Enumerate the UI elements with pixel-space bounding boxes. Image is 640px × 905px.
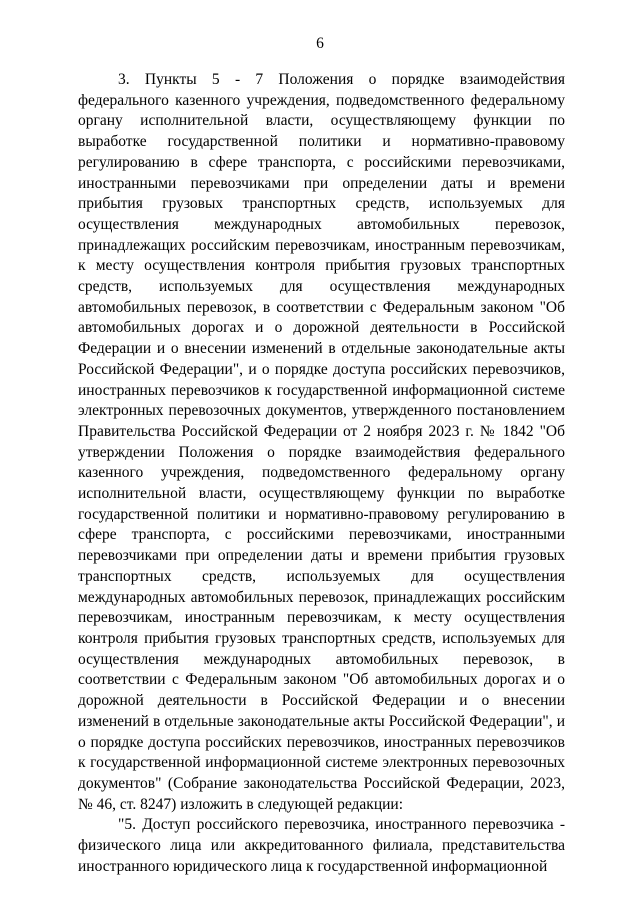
document-body xyxy=(78,70,565,877)
page-number: 6 xyxy=(316,35,324,52)
paragraph-new-item-5: "5. Доступ российского перевозчика, иностранного перевозчика - физического лица или аккредитованного филиала, представительства иностранного юридического лица к государственной информационной xyxy=(78,816,565,875)
paragraph-amendment-intro: 3. Пункты 5 - 7 Положения о порядке взаимодействия федерального казенного учреждения, подведомственного федеральному органу исполнительной власти, осуществляющему функции по выработке государственной политики и нормативно-правовому регулированию в сфере транспорта, с российскими перевозчиками, иностранными перевозчиками при определении даты и времени прибытия грузовых транспортных средств, используемых для осуществления международных автомобильных перевозок, принадлежащих российским перевозчикам, иностранным перевозчикам, к месту осуществления контроля прибытия грузовых транспортных средств, используемых для осуществления международных автомобильных перевозок, в соответствии с Федеральным законом "Об автомобильных дорогах и о дорожной деятельности в Российской Федерации и о внесении изменений в отдельные законодательные акты Российской Федерации", и о порядке доступа российских перевозчиков, иностранных перевозчиков к государственной информационной системе электронных перевозочных документов, утвержденного постановлением Правительства Российской Федерации от 2 ноября 2023 г. № 1842 "Об утверждении Положения о порядке взаимодействия федерального казенного учреждения, подведомственного федеральному органу исполнительной власти, осуществляющему функции по выработке государственной политики и нормативно-правовому регулированию в сфере транспорта, с российскими перевозчиками, иностранными перевозчиками при определении даты и времени прибытия грузовых транспортных средств, используемых для осуществления международных автомобильных перевозок, принадлежащих российским перевозчикам, иностранным перевозчикам, к месту осуществления контроля прибытия грузовых транспортных средств, используемых для осуществления международных автомобильных перевозок, в соответствии с Федеральным законом "Об автомобильных дорогах и о дорожной деятельности в Российской Федерации и о внесении изменений в отдельные законодательные акты Российской Федерации", и о порядке доступа российских перевозчиков, иностранных перевозчиков к государственной информационной системе электронных перевозочных документов" (Собрание законодательства Российской Федерации, 2023, № 46, ст. 8247) изложить в следующей редакции: xyxy=(78,71,565,813)
